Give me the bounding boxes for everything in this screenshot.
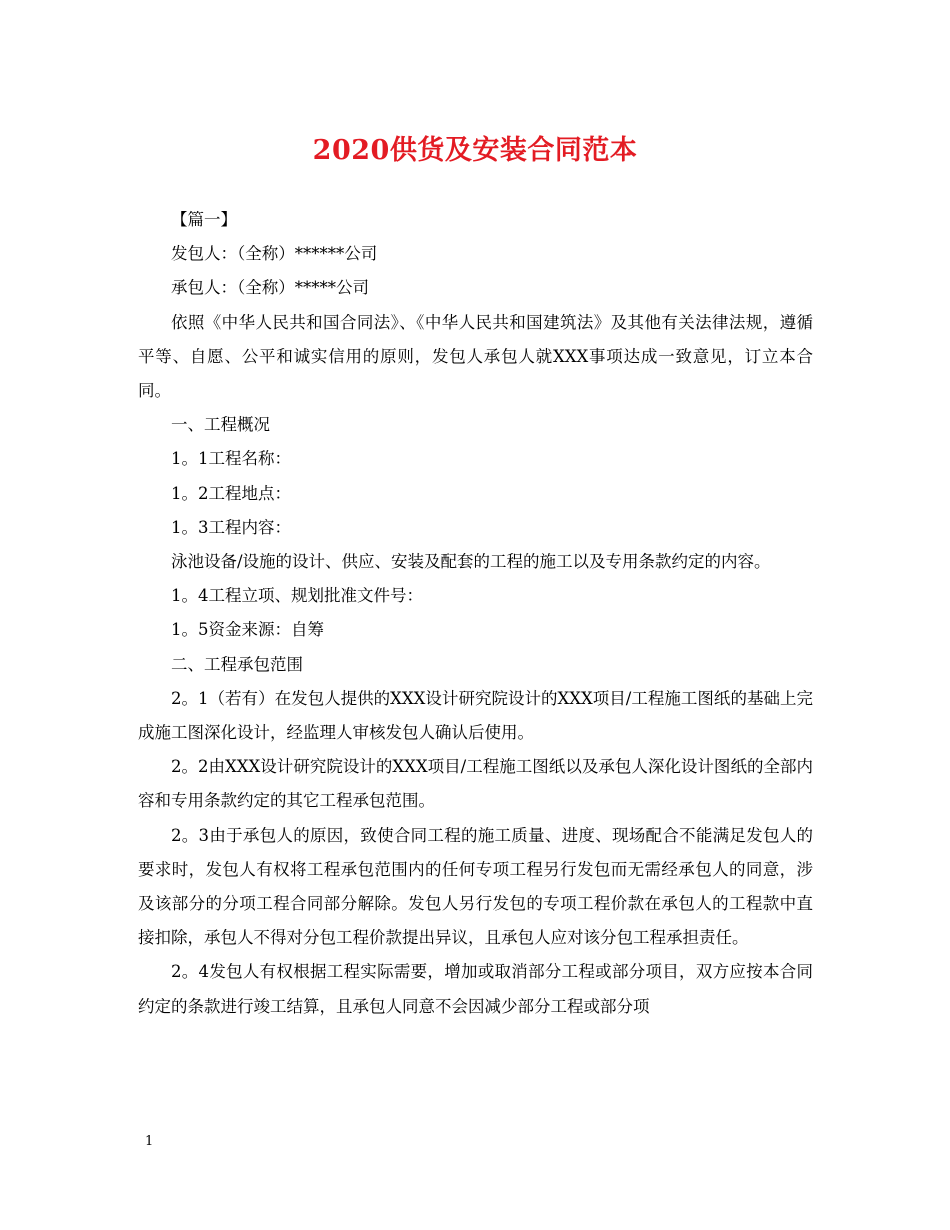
page-number: 1	[145, 1134, 154, 1149]
clause-1-1: 1。1工程名称：	[171, 449, 291, 469]
clause-2-1: 2。1（若有）在发包人提供的XXX设计研究院设计的XXX项目/工程施工图纸的基础上完成施工图深化设计，经监理人审核发包人确认后使用。	[138, 688, 813, 743]
document-body	[138, 203, 813, 1024]
section-heading-project-overview: 一、工程概况	[171, 415, 270, 435]
clause-1-4: 1。4工程立项、规划批准文件号：	[171, 586, 423, 606]
clause-1-2: 1。2工程地点：	[171, 483, 291, 503]
employer-line: 发包人：（全称）******公司	[171, 244, 378, 264]
project-content-paragraph: 泳池设备/设施的设计、供应、安装及配套的工程的施工以及专用条款约定的内容。	[171, 552, 771, 572]
clause-2-3: 2。3由于承包人的原因，致使合同工程的施工质量、进度、现场配合不能满足发包人的要求时，发包人有权将工程承包范围内的任何专项工程另行发包而无需经承包人的同意，涉及该部分的分项工程合同部分解除。发包人另行发包的专项工程价款在承包人的工程款中直接扣除，承包人不得对分包工程价款提出异议，且承包人应对该分包工程承担责任。	[138, 825, 813, 948]
clause-1-5: 1。5资金来源：自筹	[171, 620, 324, 640]
document-title: 2020供货及安装合同范本	[312, 135, 638, 166]
clause-2-4: 2。4发包人有权根据工程实际需要，增加或取消部分工程或部分项目，双方应按本合同约定的条款进行竣工结算，且承包人同意不会因减少部分工程或部分项	[138, 962, 813, 1016]
section-heading-contract-scope: 二、工程承包范围	[171, 654, 303, 674]
preamble-paragraph: 依照《中华人民共和国合同法》、《中华人民共和国建筑法》及其他有关法律法规，遵循平等、自愿、公平和诚实信用的原则，发包人承包人就XXX事项达成一致意见，订立本合同。	[138, 312, 813, 401]
clause-2-2: 2。2由XXX设计研究院设计的XXX项目/工程施工图纸以及承包人深化设计图纸的全部内容和专用条款约定的其它工程承包范围。	[138, 757, 813, 811]
contractor-line: 承包人：（全称）*****公司	[171, 278, 369, 298]
section-heading-part-one: 【篇一】	[171, 210, 237, 229]
clause-1-3: 1。3工程内容：	[171, 517, 291, 537]
